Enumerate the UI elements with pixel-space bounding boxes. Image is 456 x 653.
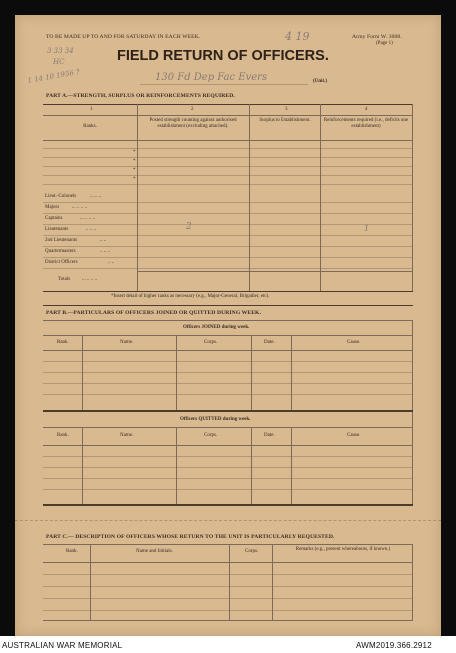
quitted-right-border bbox=[412, 412, 413, 505]
fold-crease bbox=[15, 520, 441, 521]
part-a-col-divider-1 bbox=[137, 104, 138, 292]
col-header-posted-strength: Posted strength counting against authorised establishment (excluding attached). bbox=[149, 118, 237, 129]
top-instruction: TO BE MADE UP TO AND FOR SATURDAY IN EACH WEEK. bbox=[46, 34, 201, 40]
table-row-line bbox=[43, 456, 413, 457]
rank-label: Lieutenants bbox=[45, 227, 69, 232]
quitted-col-name: Name. bbox=[120, 433, 134, 438]
part-c-col-corps: Corps. bbox=[245, 549, 259, 554]
table-row-line bbox=[43, 175, 413, 176]
quitted-col-cause: Cause. bbox=[347, 433, 361, 438]
margin-note-3: 1 14 10 1956 ? bbox=[27, 67, 81, 85]
quitted-title-rule bbox=[43, 427, 413, 428]
part-a-col-divider-2 bbox=[249, 104, 250, 292]
rank-leader: .. .. bbox=[108, 260, 115, 265]
army-form-number: Army Form W. 3008. bbox=[352, 34, 402, 40]
table-row-line bbox=[43, 361, 413, 362]
table-row-line bbox=[43, 489, 413, 490]
table-row-line bbox=[43, 268, 413, 269]
asterisk-marker: * bbox=[133, 150, 136, 155]
rank-label: Lieut.-Colonels bbox=[45, 194, 77, 199]
part-b-top-rule bbox=[43, 305, 413, 306]
rank-leader: ... .. .. .. bbox=[80, 216, 95, 221]
quitted-col-corps: Corps. bbox=[204, 433, 218, 438]
quitted-col-date: Date. bbox=[264, 433, 275, 438]
col-header-ranks: Ranks. bbox=[83, 124, 97, 129]
table-row-line bbox=[43, 213, 413, 214]
part-b-bottom-rule bbox=[43, 504, 413, 506]
footer-institution: AUSTRALIAN WAR MEMORIAL bbox=[2, 641, 123, 650]
table-row-line bbox=[43, 586, 413, 587]
part-c-col-divider bbox=[272, 544, 273, 620]
table-row-line bbox=[43, 202, 413, 203]
part-a-header-rule bbox=[43, 140, 413, 141]
footer-accession-number: AWM2019.366.2912 bbox=[356, 641, 432, 650]
joined-title-rule bbox=[43, 335, 413, 336]
handwritten-mark-col4: 1 bbox=[364, 224, 370, 233]
totals-label: Totals bbox=[58, 277, 71, 282]
joined-header-rule bbox=[43, 350, 413, 351]
quitted-header-rule bbox=[43, 445, 413, 446]
part-c-header-rule bbox=[43, 562, 413, 563]
table-row-line bbox=[43, 257, 413, 258]
rank-label: Quartermasters bbox=[45, 249, 76, 254]
table-row-line bbox=[43, 157, 413, 158]
part-a-top-rule bbox=[43, 104, 413, 105]
quitted-col-rank: Rank. bbox=[57, 433, 69, 438]
table-row-line bbox=[43, 235, 413, 236]
col-number-3: 3 bbox=[285, 107, 288, 112]
part-a-right-border bbox=[412, 104, 413, 292]
table-row-line bbox=[43, 383, 413, 384]
col-header-surplus: Surplus to Establishment. bbox=[259, 118, 311, 123]
page-label: (Page 1) bbox=[376, 41, 393, 46]
joined-right-border bbox=[412, 320, 413, 411]
table-row-line bbox=[43, 478, 413, 479]
part-c-right-border bbox=[412, 544, 413, 620]
part-b-heading: PART B.—PARTICULARS OF OFFICERS JOINED OR QUITTED DURING WEEK. bbox=[46, 310, 261, 316]
part-a-col-divider-3 bbox=[320, 104, 321, 292]
table-row-line bbox=[43, 246, 413, 247]
table-row-line bbox=[43, 148, 413, 149]
part-c-heading: PART C.— DESCRIPTION OF OFFICERS WHOSE RETURN TO THE UNIT IS PARTICULARLY REQUESTED. bbox=[46, 534, 335, 540]
table-row-line bbox=[43, 610, 413, 611]
asterisk-marker: * bbox=[133, 177, 136, 182]
joined-col-divider bbox=[251, 335, 252, 411]
handwritten-unit: 130 Fd Dep Fac Evers bbox=[155, 72, 268, 83]
joined-col-corps: Corps. bbox=[204, 340, 218, 345]
rank-leader: .. .. .. bbox=[100, 249, 110, 254]
rank-label: Captains bbox=[45, 216, 63, 221]
part-a-number-rule bbox=[43, 115, 413, 116]
table-row-line bbox=[43, 184, 413, 185]
joined-col-name: Name. bbox=[120, 340, 134, 345]
quitted-title: Officers QUITTED during week. bbox=[180, 417, 251, 422]
table-row-line bbox=[43, 394, 413, 395]
margin-note-2: HC bbox=[53, 58, 65, 66]
totals-leader: ... .. .. .. bbox=[82, 277, 97, 282]
handwritten-number: 4 19 bbox=[285, 30, 310, 43]
asterisk-marker: * bbox=[133, 168, 136, 173]
joined-col-divider bbox=[82, 335, 83, 411]
col-header-reinforcements: Reinforcements required (i.e., deficits one establishment) bbox=[323, 118, 409, 129]
part-c-heading-rule bbox=[43, 544, 413, 545]
col-number-4: 4 bbox=[365, 107, 368, 112]
col-number-1: 1 bbox=[90, 107, 93, 112]
joined-bottom-rule bbox=[43, 410, 413, 412]
part-c-col-rank: Rank. bbox=[66, 549, 78, 554]
part-c-col-divider bbox=[229, 544, 230, 620]
rank-leader: .. .. .. bbox=[86, 227, 96, 232]
rank-leader: ... .. .. .. bbox=[72, 205, 87, 210]
quitted-col-divider bbox=[251, 427, 252, 505]
joined-col-cause: Cause. bbox=[347, 340, 361, 345]
part-a-bottom-rule bbox=[43, 291, 413, 292]
table-row-line bbox=[43, 372, 413, 373]
rank-label: District Officers bbox=[45, 260, 78, 265]
quitted-col-divider bbox=[291, 427, 292, 505]
joined-title: Officers JOINED during week. bbox=[183, 325, 250, 330]
part-c-bottom-rule bbox=[43, 620, 413, 621]
unit-line bbox=[140, 84, 308, 85]
table-row-line bbox=[43, 574, 413, 575]
asterisk-marker: * bbox=[133, 159, 136, 164]
unit-label: (Unit.) bbox=[313, 79, 328, 84]
quitted-col-divider bbox=[176, 427, 177, 505]
part-b-heading-rule bbox=[43, 320, 413, 321]
part-a-note: *Insert detail of higher ranks as necessary (e.g., Major-General, Brigadier, etc). bbox=[111, 294, 270, 299]
joined-col-date: Date. bbox=[264, 340, 275, 345]
table-row-line bbox=[43, 166, 413, 167]
joined-col-divider bbox=[176, 335, 177, 411]
joined-col-divider bbox=[291, 335, 292, 411]
part-c-col-divider bbox=[90, 544, 91, 620]
quitted-col-divider bbox=[82, 427, 83, 505]
table-row-line bbox=[43, 467, 413, 468]
rank-label: 2nd Lieutenants bbox=[45, 238, 78, 243]
part-a-heading: PART A.—STRENGTH, SURPLUS OR REINFORCEMENTS REQUIRED. bbox=[46, 93, 235, 99]
joined-col-rank: Rank. bbox=[57, 340, 69, 345]
margin-note-1: 3 33 34 bbox=[47, 47, 74, 55]
rank-leader: .. .. bbox=[100, 238, 107, 243]
handwritten-mark-col2: 2 bbox=[186, 222, 192, 232]
form-title: FIELD RETURN OF OFFICERS. bbox=[117, 48, 329, 64]
part-c-col-remarks: Remarks (e.g., present whereabouts, if known.) bbox=[295, 547, 391, 552]
col-number-2: 2 bbox=[191, 107, 194, 112]
table-row-line bbox=[43, 598, 413, 599]
rank-label: Majors bbox=[45, 205, 60, 210]
part-c-col-name: Name and Initials. bbox=[136, 549, 173, 554]
rank-leader: ... .. .. bbox=[90, 194, 102, 199]
table-row-line bbox=[43, 224, 413, 225]
totals-top-rule bbox=[137, 271, 413, 272]
